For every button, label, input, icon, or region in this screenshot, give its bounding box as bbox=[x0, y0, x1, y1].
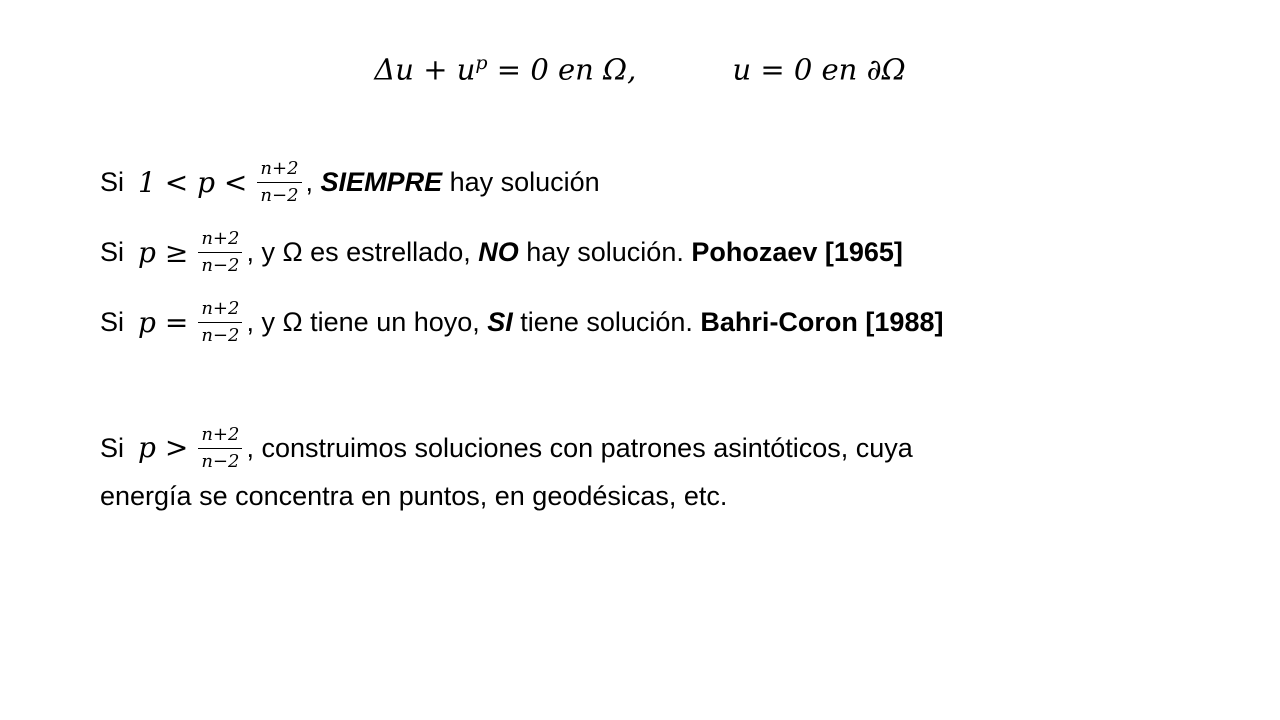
line-prefix: Si bbox=[100, 237, 125, 267]
fraction-numerator: n+2 bbox=[201, 423, 240, 445]
line-prefix: Si bbox=[100, 307, 125, 337]
paragraph-prefix: Si bbox=[100, 433, 125, 463]
condition-line-1 bbox=[100, 160, 600, 205]
paragraph-text-line2: energía se concentra en puntos, en geodésicas, etc. bbox=[100, 481, 728, 511]
fraction-numerator: n+2 bbox=[260, 158, 299, 179]
line-reference: Pohozaev [1965] bbox=[691, 237, 903, 267]
line-reference: Bahri-Coron [1988] bbox=[700, 307, 944, 337]
fraction bbox=[257, 160, 301, 205]
equation-right: u = 0 en ∂Ω bbox=[732, 52, 906, 87]
paragraph-text: , construimos soluciones con patrones asintóticos, cuya bbox=[246, 433, 913, 463]
fraction-numerator: n+2 bbox=[201, 298, 240, 319]
line-math: p ≥ bbox=[138, 236, 189, 269]
line-rest: tiene solución. bbox=[512, 307, 701, 337]
fraction bbox=[198, 230, 242, 275]
fraction bbox=[198, 423, 242, 472]
fraction-denominator: n−2 bbox=[198, 252, 242, 275]
supercritical-paragraph bbox=[100, 424, 913, 520]
fraction bbox=[198, 300, 242, 345]
fraction-denominator: n−2 bbox=[198, 322, 242, 345]
line-emphasis: SI bbox=[487, 307, 513, 337]
condition-line-2 bbox=[100, 230, 903, 275]
line-after: , bbox=[305, 167, 321, 197]
fraction-denominator: n−2 bbox=[257, 182, 301, 205]
line-emphasis: NO bbox=[478, 237, 519, 267]
line-rest: hay solución bbox=[442, 167, 600, 197]
equation-left: Δu + u bbox=[374, 52, 476, 87]
paragraph-line-1 bbox=[100, 424, 913, 472]
main-equation bbox=[0, 52, 1280, 88]
line-after: , y Ω tiene un hoyo, bbox=[246, 307, 488, 337]
line-emphasis: SIEMPRE bbox=[320, 167, 443, 197]
line-after: , y Ω es estrellado, bbox=[246, 237, 479, 267]
equation-left-rest: = 0 en Ω, bbox=[487, 52, 637, 87]
line-math: p = bbox=[138, 306, 189, 339]
paragraph-line-2 bbox=[100, 472, 913, 520]
fraction-denominator: n−2 bbox=[198, 448, 242, 471]
paragraph-math: p > bbox=[138, 431, 189, 464]
equation-exponent: p bbox=[475, 52, 488, 74]
line-rest: hay solución. bbox=[518, 237, 692, 267]
fraction-numerator: n+2 bbox=[201, 228, 240, 249]
line-math: 1 < p < bbox=[138, 166, 248, 199]
condition-line-3 bbox=[100, 300, 943, 345]
line-prefix: Si bbox=[100, 167, 125, 197]
